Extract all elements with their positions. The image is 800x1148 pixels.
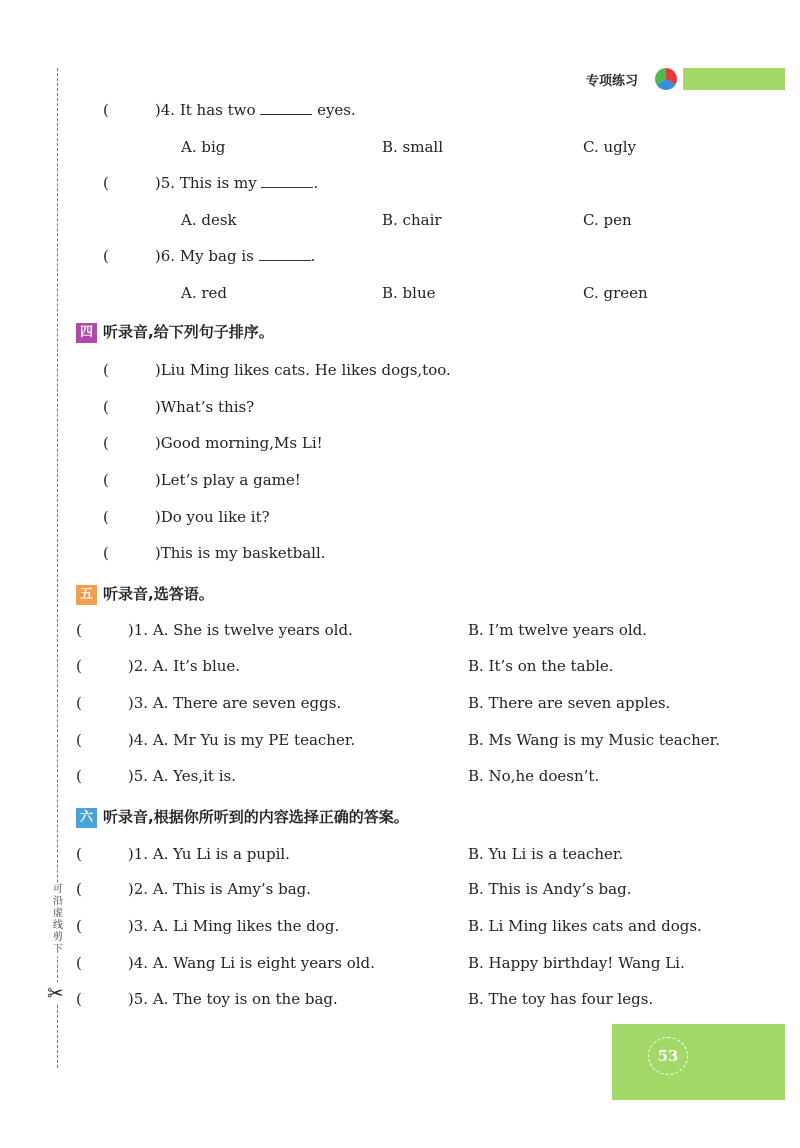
section-5-heading xyxy=(76,583,214,605)
section-6-title: 听录音,根据你所听到的内容选择正确的答案。 xyxy=(103,808,409,826)
option-b: B. There are seven apples. xyxy=(468,694,671,712)
ordering-row: ( )What’s this? xyxy=(103,398,255,416)
page-number: 53 xyxy=(648,1037,688,1075)
question-row: ( )5. A. Yes,it is. xyxy=(76,767,236,785)
color-ball-icon xyxy=(655,68,677,90)
page-number-box xyxy=(612,1024,785,1100)
question-row: ( )3. A. Li Ming likes the dog. xyxy=(76,917,340,935)
option-c: C. ugly xyxy=(583,138,637,156)
question-row: ( )3. A. There are seven eggs. xyxy=(76,694,342,712)
section-6-heading xyxy=(76,806,409,828)
answer-blank[interactable] xyxy=(260,101,312,115)
option-b: B. chair xyxy=(382,211,442,229)
question-row: ( )4. A. Mr Yu is my PE teacher. xyxy=(76,731,356,749)
section-5-title: 听录音,选答语。 xyxy=(103,585,214,603)
section-4-title: 听录音,给下列句子排序。 xyxy=(103,323,274,341)
option-b: B. Li Ming likes cats and dogs. xyxy=(468,917,702,935)
question-row: ( )5. This is my . xyxy=(103,174,319,192)
option-a: A. big xyxy=(181,138,226,156)
question-row: ( )4. It has two eyes. xyxy=(103,101,356,119)
option-b: B. Ms Wang is my Music teacher. xyxy=(468,731,720,749)
option-b: B. Happy birthday! Wang Li. xyxy=(468,954,685,972)
option-a: A. red xyxy=(181,284,228,302)
header-bar xyxy=(683,68,785,90)
question-row: ( )6. My bag is . xyxy=(103,247,316,265)
ordering-row: ( )Liu Ming likes cats. He likes dogs,too. xyxy=(103,361,451,379)
ordering-row: ( )Let’s play a game! xyxy=(103,471,301,489)
option-b: B. This is Andy’s bag. xyxy=(468,880,632,898)
option-b: B. blue xyxy=(382,284,436,302)
answer-blank[interactable] xyxy=(259,247,311,261)
option-c: C. pen xyxy=(583,211,632,229)
header-title: 专项练习 xyxy=(586,74,639,89)
question-row: ( )1. A. Yu Li is a pupil. xyxy=(76,845,290,863)
question-row: ( )2. A. This is Amy’s bag. xyxy=(76,880,312,898)
section-6-badge: 六 xyxy=(76,808,97,828)
option-b: B. I’m twelve years old. xyxy=(468,621,648,639)
question-row: ( )5. A. The toy is on the bag. xyxy=(76,990,338,1008)
cut-line-label: 可 沿 虚 线 剪 下 xyxy=(53,884,63,955)
answer-blank[interactable] xyxy=(261,174,313,188)
option-b: B. No,he doesn’t. xyxy=(468,767,600,785)
scissors-icon: ✂ xyxy=(47,981,64,1005)
option-b: B. The toy has four legs. xyxy=(468,990,654,1008)
section-5-badge: 五 xyxy=(76,585,97,605)
option-b: B. Yu Li is a teacher. xyxy=(468,845,624,863)
question-row: ( )4. A. Wang Li is eight years old. xyxy=(76,954,375,972)
question-row: ( )1. A. She is twelve years old. xyxy=(76,621,353,639)
ordering-row: ( )This is my basketball. xyxy=(103,544,326,562)
ordering-row: ( )Good morning,Ms Li! xyxy=(103,434,323,452)
option-b: B. It’s on the table. xyxy=(468,657,614,675)
section-4-heading xyxy=(76,321,274,343)
ordering-row: ( )Do you like it? xyxy=(103,508,270,526)
option-a: A. desk xyxy=(181,211,237,229)
option-c: C. green xyxy=(583,284,648,302)
option-b: B. small xyxy=(382,138,444,156)
question-row: ( )2. A. It’s blue. xyxy=(76,657,241,675)
section-4-badge: 四 xyxy=(76,323,97,343)
